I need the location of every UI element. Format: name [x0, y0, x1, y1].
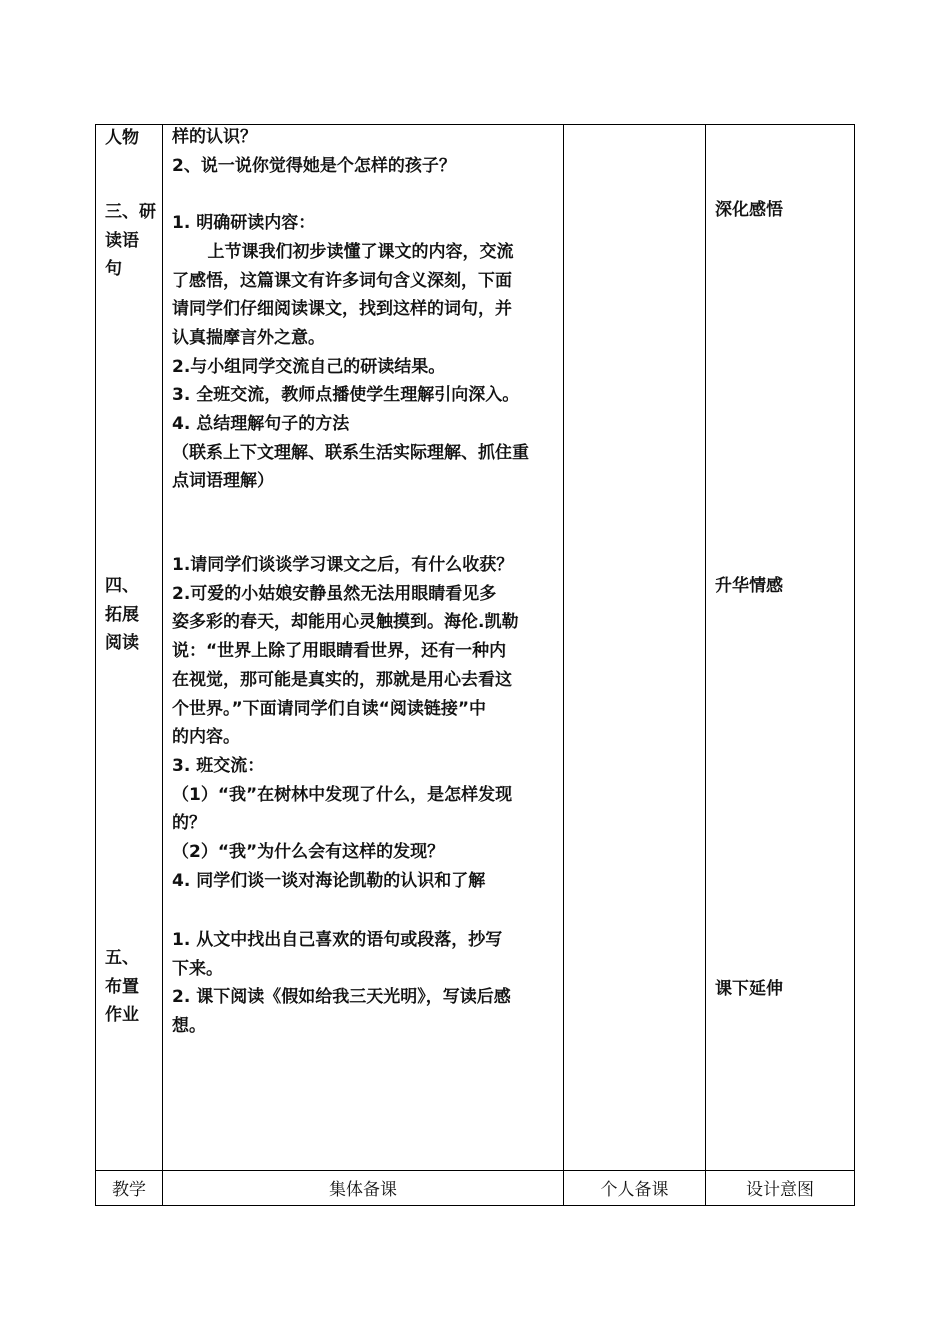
section-5-line-1: 五、	[105, 948, 139, 968]
table-right-border	[854, 124, 855, 1206]
content-line: 2. 课下阅读《假如给我三天光明》，写读后感	[172, 987, 511, 1008]
section-3-heading	[105, 198, 156, 284]
intent-extend: 课下延伸	[715, 979, 783, 999]
content-line: 的内容。	[172, 727, 240, 748]
content-line: 2.可爱的小姑娘安静虽然无法用眼睛看见多	[172, 583, 497, 604]
content-block-research	[172, 123, 560, 496]
section-5-line-3: 作业	[105, 1005, 139, 1026]
content-line: 个世界。”下面请同学们自读“阅读链接”中	[172, 698, 487, 719]
section-3-line-2: 读语	[105, 230, 139, 251]
content-line: 上节课我们初步读懂了课文的内容，交流	[172, 241, 514, 262]
content-line: 样的认识？	[172, 127, 257, 147]
content-line: 2.与小组同学交流自己的研读结果。	[172, 356, 446, 377]
intent-deepen: 深化感悟	[715, 200, 783, 220]
section-4-line-1: 四、	[105, 576, 139, 596]
content-line: 点词语理解）	[172, 471, 274, 492]
content-line: 下来。	[172, 958, 223, 979]
content-line: （1）“我”在树林中发现了什么，是怎样发现	[172, 784, 513, 805]
content-line: 姿多彩的春天，却能用心灵触摸到。海伦.凯勒	[172, 612, 519, 633]
section-4-line-2: 拓展	[105, 604, 139, 625]
col-divider-3	[705, 124, 706, 1206]
col-divider-1	[162, 124, 163, 1206]
content-line: 2、说一说你觉得她是个怎样的孩子？	[172, 155, 456, 176]
content-line: 1. 明确研读内容：	[172, 213, 316, 234]
content-line: （2）“我”为什么会有这样的发现？	[172, 842, 445, 863]
section-3-line-1: 三、研	[105, 202, 156, 222]
col-divider-2	[563, 124, 564, 1206]
section-renwu: 人物	[105, 128, 139, 148]
content-block-homework	[172, 926, 560, 1041]
content-line: 在视觉，那可能是真实的，那就是用心去看这	[172, 669, 512, 690]
content-line: 说：“世界上除了用眼睛看世界，还有一种内	[172, 641, 507, 662]
footer-personal-prep: 个人备课	[600, 1180, 669, 1200]
content-line: 4. 同学们谈一谈对海论凯勒的认识和了解	[172, 870, 486, 891]
content-line: 了感悟，这篇课文有许多词句含义深刻，下面	[172, 270, 512, 291]
content-line: 1.请同学们谈谈学习课文之后，有什么收获？	[172, 555, 514, 575]
content-blank-line	[172, 180, 560, 209]
content-line: 3. 全班交流，教师点播使学生理解引向深入。	[172, 385, 520, 406]
section-4-heading	[105, 572, 139, 658]
content-line: 认真揣摩言外之意。	[172, 327, 325, 348]
footer-design-intent: 设计意图	[746, 1180, 814, 1200]
section-5-line-2: 布置	[105, 976, 139, 997]
content-line: 的？	[172, 813, 206, 834]
content-line: 请同学们仔细阅读课文，找到这样的词句，并	[172, 299, 512, 320]
content-line: 3. 班交流：	[172, 755, 265, 776]
footer-teaching: 教学	[112, 1180, 146, 1200]
content-block-extension	[172, 551, 560, 895]
section-3-line-3: 句	[105, 259, 122, 280]
content-line: 1. 从文中找出自己喜欢的语句或段落，抄写	[172, 930, 503, 950]
section-5-heading	[105, 944, 139, 1030]
content-line: （联系上下文理解、联系生活实际理解、抓住重	[172, 442, 529, 463]
intent-elevate: 升华情感	[715, 576, 783, 596]
footer-collective-prep: 集体备课	[329, 1180, 397, 1200]
table-left-border	[95, 124, 96, 1206]
content-line: 想。	[172, 1016, 206, 1037]
section-4-line-3: 阅读	[105, 633, 139, 654]
content-line: 4. 总结理解句子的方法	[172, 414, 350, 435]
